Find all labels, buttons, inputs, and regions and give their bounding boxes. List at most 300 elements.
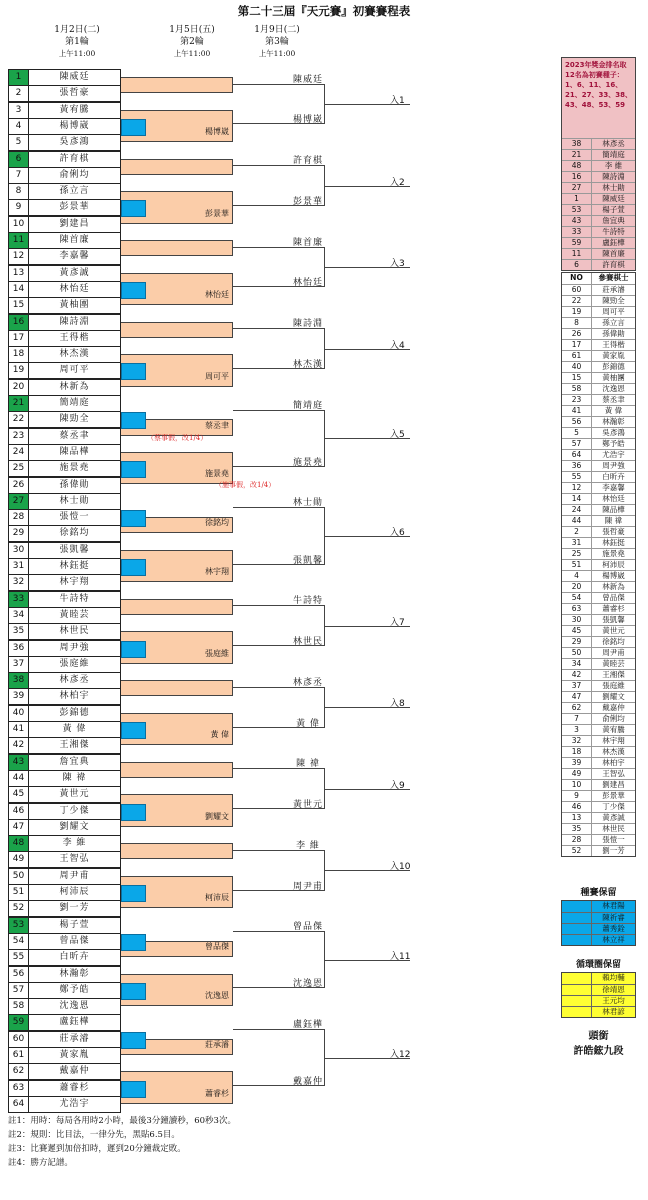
round1-match [121, 843, 233, 859]
entrant-player: 張愷一 [602, 835, 625, 844]
seed-player: 陳首廉 [602, 249, 625, 258]
seat-number: 3 [9, 103, 29, 118]
round2-player: 黃 偉 [296, 718, 320, 729]
seat-number: 19 [9, 363, 29, 378]
player-name: 陳威廷 [59, 72, 90, 82]
cycle_names-name: 賴均輔 [602, 973, 625, 982]
round2-player: 林怡廷 [292, 278, 323, 289]
player-seat [8, 884, 121, 901]
entrant-row [562, 735, 635, 746]
player-seat [8, 362, 121, 379]
bye-marker [121, 119, 146, 136]
player-name: 孫偉勛 [59, 479, 90, 490]
seed-row [562, 259, 635, 270]
player-seat [8, 623, 121, 640]
cycle_names-row [562, 1006, 635, 1017]
seat-number: 15 [9, 298, 29, 313]
seat-number: 62 [9, 1064, 29, 1079]
player-name: 黃家胤 [59, 1050, 90, 1060]
player-name: 蕭睿杉 [59, 1082, 90, 1093]
seed-no: 59 [562, 238, 592, 248]
player-seat [8, 411, 121, 428]
player-name: 林杰漢 [59, 349, 90, 360]
round-2-time: 上午11:00 [173, 49, 211, 58]
round1-match [121, 762, 233, 778]
seat-number: 39 [9, 689, 29, 704]
round1-winner: 莊承濬 [205, 1039, 229, 1049]
seed-row [562, 160, 635, 171]
player-name: 陳品樺 [59, 446, 90, 457]
advance-label: 入11 [390, 951, 411, 962]
champion-title: 頭銜 [588, 1031, 609, 1042]
player-name: 王得楷 [59, 332, 90, 343]
blank-cell [562, 924, 592, 934]
red-note-2: （施事假，改1/4） [215, 481, 276, 489]
round-3-header [232, 24, 322, 60]
player-name: 楊子萱 [59, 919, 90, 930]
entrant-player: 劉建昌 [602, 780, 625, 789]
seed-player: 牛詩特 [602, 227, 625, 236]
player-name: 林瀚彰 [59, 968, 90, 979]
seed-no: 27 [562, 183, 592, 193]
seed-list [562, 138, 635, 270]
player-name: 劉耀文 [59, 821, 90, 832]
round2-player: 盧鈺樺 [292, 1020, 323, 1031]
round-1-header [32, 24, 122, 60]
page-title: 第二十三屆『天元賽』初賽賽程表 [237, 4, 411, 18]
round2-player: 林士勛 [292, 498, 323, 509]
seat-number: 17 [9, 331, 29, 346]
entrant-player: 陳 禕 [604, 516, 623, 525]
entrant-row [562, 834, 635, 845]
player-seat [8, 542, 121, 559]
player-seat [8, 69, 121, 86]
round-2-label: 第2輪 [180, 37, 204, 47]
round2-player: 林杰漢 [292, 359, 323, 370]
reserve_names-row [562, 912, 635, 923]
player-seat [8, 819, 121, 836]
player-seat [8, 933, 121, 950]
seat-number: 55 [9, 950, 29, 965]
entrant-no: 42 [562, 670, 592, 680]
entrant-no: 41 [562, 406, 592, 416]
player-seat [8, 444, 121, 461]
entrant-no: 12 [562, 483, 592, 493]
red-note-1: （蔡事假，改1/4） [147, 434, 208, 442]
entrant-no: 52 [562, 846, 592, 856]
entrant-row [562, 559, 635, 570]
seed-player: 林彥丞 [602, 139, 625, 148]
entrants-list [562, 284, 635, 856]
player-name: 黃睦芸 [59, 609, 90, 620]
seed-player: 陳威廷 [602, 194, 625, 203]
entrant-row [562, 306, 635, 317]
entrant-row [562, 592, 635, 603]
champion-name: 許皓鋐九段 [573, 1046, 624, 1057]
seed-no: 11 [562, 249, 592, 259]
entrant-row [562, 416, 635, 427]
round2-player: 許育棋 [292, 156, 323, 167]
player-name: 林彥丞 [59, 675, 90, 686]
seed-row [562, 182, 635, 193]
seat-number: 36 [9, 641, 29, 656]
advance-label: 入1 [390, 96, 405, 107]
bye-marker [121, 804, 146, 821]
entrant-no: 2 [562, 527, 592, 537]
round1-winner: 蕭睿杉 [205, 1088, 229, 1098]
entrant-no: 10 [562, 780, 592, 790]
entrant-player: 林鈺挺 [602, 538, 625, 547]
entrant-player: 黃宥騰 [602, 725, 625, 734]
player-name: 蔡丞聿 [59, 430, 90, 441]
player-name: 王湘傑 [59, 740, 90, 751]
entrant-row [562, 669, 635, 680]
entrant-row [562, 691, 635, 702]
entrant-row [562, 438, 635, 449]
bye-marker [121, 510, 146, 527]
advance-label: 入8 [390, 699, 405, 710]
seat-number: 29 [9, 526, 29, 541]
player-seat [8, 346, 121, 363]
player-name: 劉一芳 [59, 903, 90, 914]
round1-winner: 沈逸恩 [205, 991, 229, 1001]
entrant-no: 64 [562, 450, 592, 460]
player-seat [8, 640, 121, 657]
player-seat [8, 525, 121, 542]
cycle_names-row [562, 995, 635, 1006]
seat-number: 22 [9, 412, 29, 427]
player-seat [8, 737, 121, 754]
seat-number: 32 [9, 575, 29, 590]
entrant-no: 9 [562, 791, 592, 801]
cycle_names-row [562, 973, 635, 984]
bye-marker [121, 363, 146, 380]
seed-player: 簡靖庭 [602, 150, 625, 159]
seat-number: 50 [9, 869, 29, 884]
blank-cell [562, 996, 592, 1006]
entrant-no: 55 [562, 472, 592, 482]
entrant-row [562, 801, 635, 812]
entrants-head-no: NO [562, 273, 592, 284]
round-3-label: 第3輪 [265, 37, 289, 47]
round1-match [121, 599, 233, 615]
reserve_names-name: 林君陽 [602, 901, 625, 910]
seat-number: 4 [9, 119, 29, 134]
player-seat [8, 151, 121, 168]
seat-number: 31 [9, 559, 29, 574]
seat-number: 20 [9, 380, 29, 395]
seat-number: 47 [9, 820, 29, 835]
seat-number: 38 [9, 673, 29, 688]
blank-cell [562, 985, 592, 995]
seed-row [562, 226, 635, 237]
entrant-no: 15 [562, 373, 592, 383]
round2-player: 陳首廉 [292, 237, 323, 248]
seat-number: 27 [9, 494, 29, 509]
entrant-no: 3 [562, 725, 592, 735]
player-seat [8, 281, 121, 298]
entrant-no: 58 [562, 384, 592, 394]
entrant-no: 23 [562, 395, 592, 405]
entrant-player: 林宇翔 [602, 736, 625, 745]
entrant-row [562, 295, 635, 306]
player-seat [8, 493, 121, 510]
player-seat [8, 803, 121, 820]
seat-number: 14 [9, 282, 29, 297]
entrant-player: 黃 偉 [604, 406, 623, 415]
seat-number: 42 [9, 738, 29, 753]
entrant-no: 62 [562, 703, 592, 713]
entrant-player: 周尹甫 [602, 648, 625, 657]
reserve_names-row [562, 901, 635, 912]
blank-cell [562, 973, 592, 984]
entrant-player: 陳勁全 [602, 296, 625, 305]
player-name: 黃世元 [59, 789, 90, 800]
bye-marker [121, 722, 146, 739]
entrant-player: 楊博崴 [602, 571, 625, 580]
entrant-row [562, 779, 635, 790]
player-name: 曾品傑 [59, 935, 90, 946]
round2-player: 陳威廷 [292, 74, 323, 85]
player-name: 孫立言 [59, 186, 90, 197]
notes [8, 1114, 236, 1170]
player-name: 吳彥鴻 [59, 137, 90, 148]
round2-player: 林世民 [292, 637, 323, 648]
entrant-row [562, 317, 635, 328]
entrant-player: 黃睦芸 [602, 659, 625, 668]
entrant-no: 49 [562, 769, 592, 779]
entrant-player: 周可平 [602, 307, 625, 316]
player-seat [8, 998, 121, 1015]
player-seat [8, 1080, 121, 1097]
seat-number: 59 [9, 1015, 29, 1030]
cycle_names-name: 林君諺 [602, 1007, 625, 1016]
seat-number: 58 [9, 999, 29, 1014]
entrant-row [562, 570, 635, 581]
entrant-row [562, 394, 635, 405]
entrant-no: 45 [562, 626, 592, 636]
round1-winner: 黃 偉 [210, 730, 229, 740]
round2-player: 黃世元 [292, 800, 323, 811]
entrant-player: 林瀚彰 [602, 417, 625, 426]
round2-player: 施景堯 [292, 457, 323, 468]
round1-winner: 徐銘均 [205, 518, 229, 528]
entrant-no: 54 [562, 593, 592, 603]
seed-row [562, 138, 635, 149]
seed-no: 6 [562, 260, 592, 270]
advance-label: 入6 [390, 527, 405, 538]
entrant-no: 7 [562, 714, 592, 724]
seat-number: 64 [9, 1097, 29, 1112]
player-name: 黃 偉 [62, 724, 87, 734]
advance-label: 入5 [390, 430, 405, 441]
entrant-player: 俞俐均 [602, 714, 625, 723]
entrant-no: 34 [562, 659, 592, 669]
round-3-date: 1月9日(二) [254, 25, 300, 35]
entrant-player: 彭景華 [602, 791, 625, 800]
advance-label: 入2 [390, 177, 405, 188]
bye-marker [121, 200, 146, 217]
round-1-time: 上午11:00 [58, 49, 96, 58]
cycle-box [561, 972, 636, 1018]
entrant-no: 50 [562, 648, 592, 658]
entrant-no: 8 [562, 318, 592, 328]
player-seat [8, 134, 121, 151]
entrant-no: 22 [562, 296, 592, 306]
seat-number: 5 [9, 135, 29, 150]
player-seat [8, 917, 121, 934]
round1-match [121, 77, 233, 93]
player-seat [8, 1063, 121, 1080]
round1-match [121, 159, 233, 175]
seed-row [562, 204, 635, 215]
entrant-no: 32 [562, 736, 592, 746]
round2-player: 張凱馨 [292, 555, 323, 566]
entrant-player: 鄭予皓 [602, 439, 625, 448]
blank-cell [562, 935, 592, 945]
player-seat [8, 835, 121, 852]
entrant-row [562, 460, 635, 471]
reserve_names-name: 陳祈睿 [602, 913, 625, 922]
player-seat [8, 85, 121, 102]
seat-number: 45 [9, 787, 29, 802]
seed-row [562, 237, 635, 248]
seed-panel [561, 57, 636, 271]
seed-no: 38 [562, 139, 592, 149]
entrant-row [562, 845, 635, 856]
entrant-row [562, 361, 635, 372]
seat-number: 23 [9, 429, 29, 444]
seat-number: 52 [9, 901, 29, 916]
round2-player: 沈逸恩 [292, 979, 323, 990]
player-seat [8, 721, 121, 738]
entrant-player: 尤浩宇 [602, 450, 625, 459]
player-name: 張庭維 [59, 658, 90, 669]
bye-marker [121, 934, 146, 951]
entrant-row [562, 581, 635, 592]
player-name: 林鈺挺 [59, 561, 90, 571]
player-name: 林柏宇 [59, 691, 90, 702]
round2-player: 林彥丞 [292, 677, 323, 688]
entrant-player: 戴嘉仲 [602, 703, 625, 712]
blank-cell [562, 1007, 592, 1017]
entrant-no: 30 [562, 615, 592, 625]
round-2-header [147, 24, 237, 60]
entrant-no: 39 [562, 758, 592, 768]
seat-number: 61 [9, 1048, 29, 1063]
entrant-no: 25 [562, 549, 592, 559]
player-seat [8, 167, 121, 184]
seat-number: 16 [9, 315, 29, 330]
player-seat [8, 851, 121, 868]
player-seat [8, 574, 121, 591]
player-seat [8, 558, 121, 575]
player-name: 周尹甫 [59, 870, 90, 881]
advance-label: 入7 [390, 617, 405, 628]
entrant-row [562, 823, 635, 834]
player-seat [8, 314, 121, 331]
entrant-player: 吳彥鴻 [602, 428, 625, 437]
entrant-player: 孫偉勛 [602, 329, 625, 338]
seat-number: 8 [9, 184, 29, 199]
round1-winner: 林怡廷 [205, 290, 229, 300]
player-seat [8, 688, 121, 705]
player-seat [8, 1047, 121, 1064]
entrant-row [562, 284, 635, 295]
round1-winner: 林宇翔 [205, 567, 229, 577]
seat-number: 57 [9, 983, 29, 998]
entrant-row [562, 350, 635, 361]
entrant-player: 林杰漢 [602, 747, 625, 756]
bye-marker [121, 412, 146, 429]
entrant-row [562, 768, 635, 779]
player-name: 黃彥誠 [59, 267, 90, 278]
reserve-title: 種賽保留 [580, 888, 617, 898]
player-name: 陳詩淵 [59, 316, 90, 327]
round2-player: 牛詩特 [292, 596, 323, 607]
bye-marker [121, 1081, 146, 1098]
player-seat [8, 900, 121, 917]
seat-number: 43 [9, 755, 29, 770]
entrant-row [562, 537, 635, 548]
entrant-player: 張庭維 [602, 681, 625, 690]
seat-number: 21 [9, 396, 29, 411]
seed-player: 許育棋 [602, 260, 625, 269]
player-name: 黃宥騰 [59, 104, 90, 115]
round1-match [121, 240, 233, 256]
entrant-player: 蕭睿杉 [602, 604, 625, 613]
player-seat [8, 1096, 121, 1113]
round2-player: 簡靖庭 [292, 400, 323, 411]
bye-marker [121, 461, 146, 478]
entrant-no: 46 [562, 802, 592, 812]
player-name: 白昕卉 [59, 952, 90, 963]
player-name: 李 維 [62, 838, 87, 849]
entrant-player: 曾品傑 [602, 593, 625, 602]
entrant-row [562, 526, 635, 537]
entrant-row [562, 625, 635, 636]
player-name: 林士勛 [59, 495, 90, 506]
player-name: 張凱馨 [59, 544, 90, 555]
advance-label: 入3 [390, 259, 405, 270]
seed-no: 1 [562, 194, 592, 204]
round2-player: 戴嘉仲 [292, 1077, 323, 1088]
seed-row [562, 193, 635, 204]
player-seat [8, 216, 121, 233]
player-name: 施景堯 [59, 463, 90, 474]
player-seat [8, 477, 121, 494]
entrant-row [562, 471, 635, 482]
player-name: 周尹強 [59, 642, 90, 653]
entrant-no: 18 [562, 747, 592, 757]
player-name: 尤浩宇 [59, 1098, 90, 1109]
round2-player: 周尹甫 [292, 881, 323, 892]
player-seat [8, 102, 121, 119]
player-seat [8, 183, 121, 200]
seat-number: 35 [9, 624, 29, 639]
player-name: 丁少傑 [59, 805, 90, 816]
round2-player: 陳 禕 [296, 759, 320, 770]
seed-row [562, 149, 635, 160]
round2-player: 楊博崴 [292, 115, 323, 126]
entrant-no: 51 [562, 560, 592, 570]
round2-player: 曾品傑 [292, 922, 323, 933]
entrant-player: 李嘉馨 [602, 483, 625, 492]
seat-number: 48 [9, 836, 29, 851]
advance-label: 入9 [390, 780, 405, 791]
blank-cell [562, 913, 592, 923]
player-seat [8, 1014, 121, 1031]
